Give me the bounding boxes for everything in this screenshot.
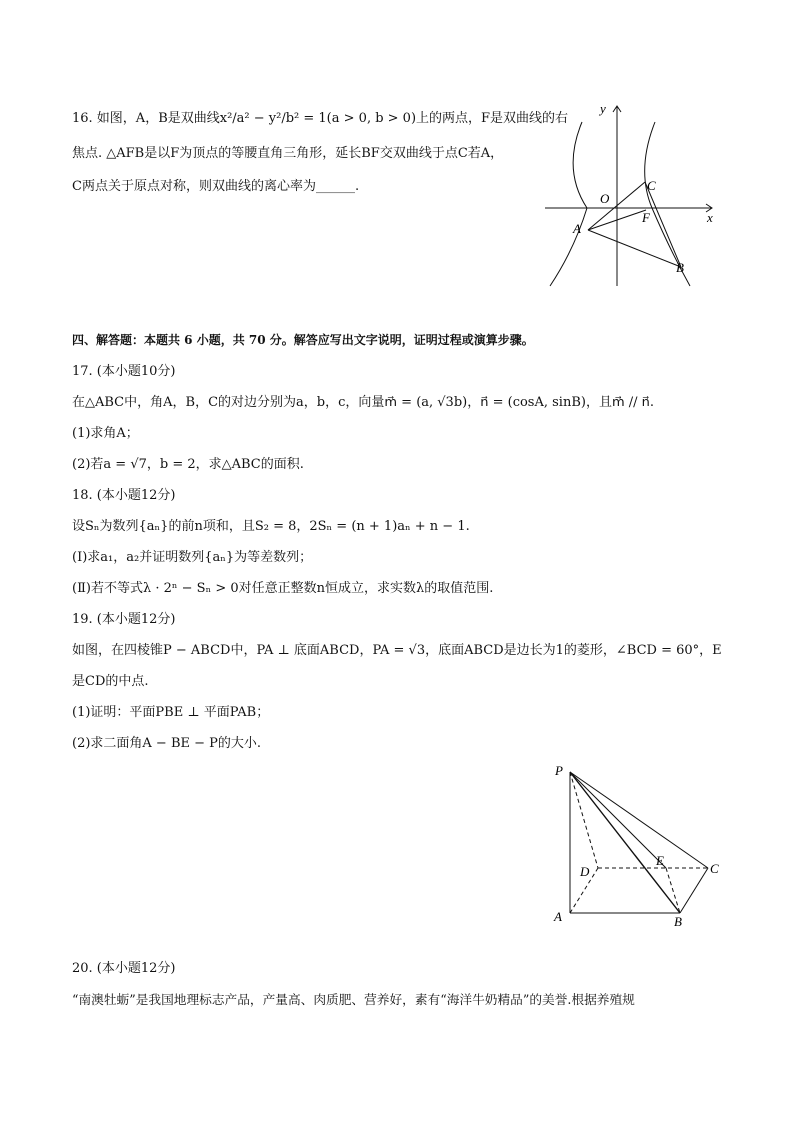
q19-heading: 19. (本小题12分) bbox=[72, 612, 176, 627]
label-A: A bbox=[573, 221, 581, 236]
edge-PC bbox=[570, 772, 708, 868]
label-O: O bbox=[600, 191, 610, 206]
q18-heading: 18. (本小题12分) bbox=[72, 488, 176, 503]
q20-heading: 20. (本小题12分) bbox=[72, 961, 176, 976]
edge-PB bbox=[570, 772, 680, 913]
label-F: F bbox=[642, 210, 650, 225]
label-C: C bbox=[647, 178, 656, 193]
q17-heading: 17. (本小题10分) bbox=[72, 364, 176, 379]
q17-part-1: (1)求角A； bbox=[72, 426, 139, 441]
edge-EB bbox=[666, 868, 680, 913]
label-B: B bbox=[674, 914, 682, 929]
label-P: P bbox=[555, 763, 563, 778]
q17-part-2: (2)若a = √7，b = 2，求△ABC的面积. bbox=[72, 457, 304, 472]
q19-part-2: (2)求二面角A − BE − P的大小. bbox=[72, 736, 262, 751]
label-D: D bbox=[580, 864, 590, 879]
label-C: C bbox=[710, 861, 719, 876]
left-branch bbox=[550, 122, 587, 286]
q16-line-1: 16. 如图，A，B是双曲线x²/a² − y²/b² = 1(a > 0, b > 0)上的两点，F是双曲线的右 bbox=[72, 111, 569, 126]
edge-BC bbox=[680, 868, 708, 913]
segment-AB bbox=[588, 230, 681, 267]
label-E: E bbox=[656, 853, 664, 868]
q19-part-1: (1)证明：平面PBE ⊥ 平面PAB； bbox=[72, 705, 270, 720]
hyperbola-figure bbox=[540, 100, 730, 290]
q19-stem-1: 如图，在四棱锥P − ABCD中，PA ⊥ 底面ABCD，PA = √3，底面ABCD是边长为1的菱形，∠BCD = 60°，E bbox=[72, 643, 722, 658]
q17-stem: 在△ABC中，角A，B，C的对边分别为a，b，c，向量m⃗ = (a, √3b)，n⃗ = (cosA, sinB)，且m⃗ // n⃗. bbox=[72, 395, 655, 410]
label-x: x bbox=[707, 210, 713, 225]
label-y: y bbox=[600, 101, 606, 116]
q16-line-2: 焦点. △AFB是以F为顶点的等腰直角三角形，延长BF交双曲线于点C若A， bbox=[72, 146, 504, 161]
q19-stem-2: 是CD的中点. bbox=[72, 674, 149, 689]
q18-stem: 设Sₙ为数列{aₙ}的前n项和，且S₂ = 8，2Sₙ = (n + 1)aₙ + n − 1. bbox=[72, 519, 470, 534]
label-A: A bbox=[554, 909, 562, 924]
q20-stem: “南澳牡蛎”是我国地理标志产品，产量高、肉质肥、营养好，素有“海洋牛奶精品”的美誉.根据养殖规 bbox=[72, 992, 635, 1007]
q18-part-1: (Ⅰ)求a₁，a₂并证明数列{aₙ}为等差数列； bbox=[72, 550, 313, 565]
pyramid-figure bbox=[548, 758, 728, 933]
section-4-title: 四、解答题：本题共 6 小题，共 70 分。解答应写出文字说明，证明过程或演算步骤。 bbox=[72, 333, 534, 347]
q16-line-3: C两点关于原点对称，则双曲线的离心率为______. bbox=[72, 179, 360, 194]
q18-part-2: (Ⅱ)若不等式λ · 2ⁿ − Sₙ > 0对任意正整数n恒成立，求实数λ的取值范围. bbox=[72, 581, 494, 596]
label-B: B bbox=[676, 260, 684, 275]
segment-CB bbox=[645, 182, 681, 267]
